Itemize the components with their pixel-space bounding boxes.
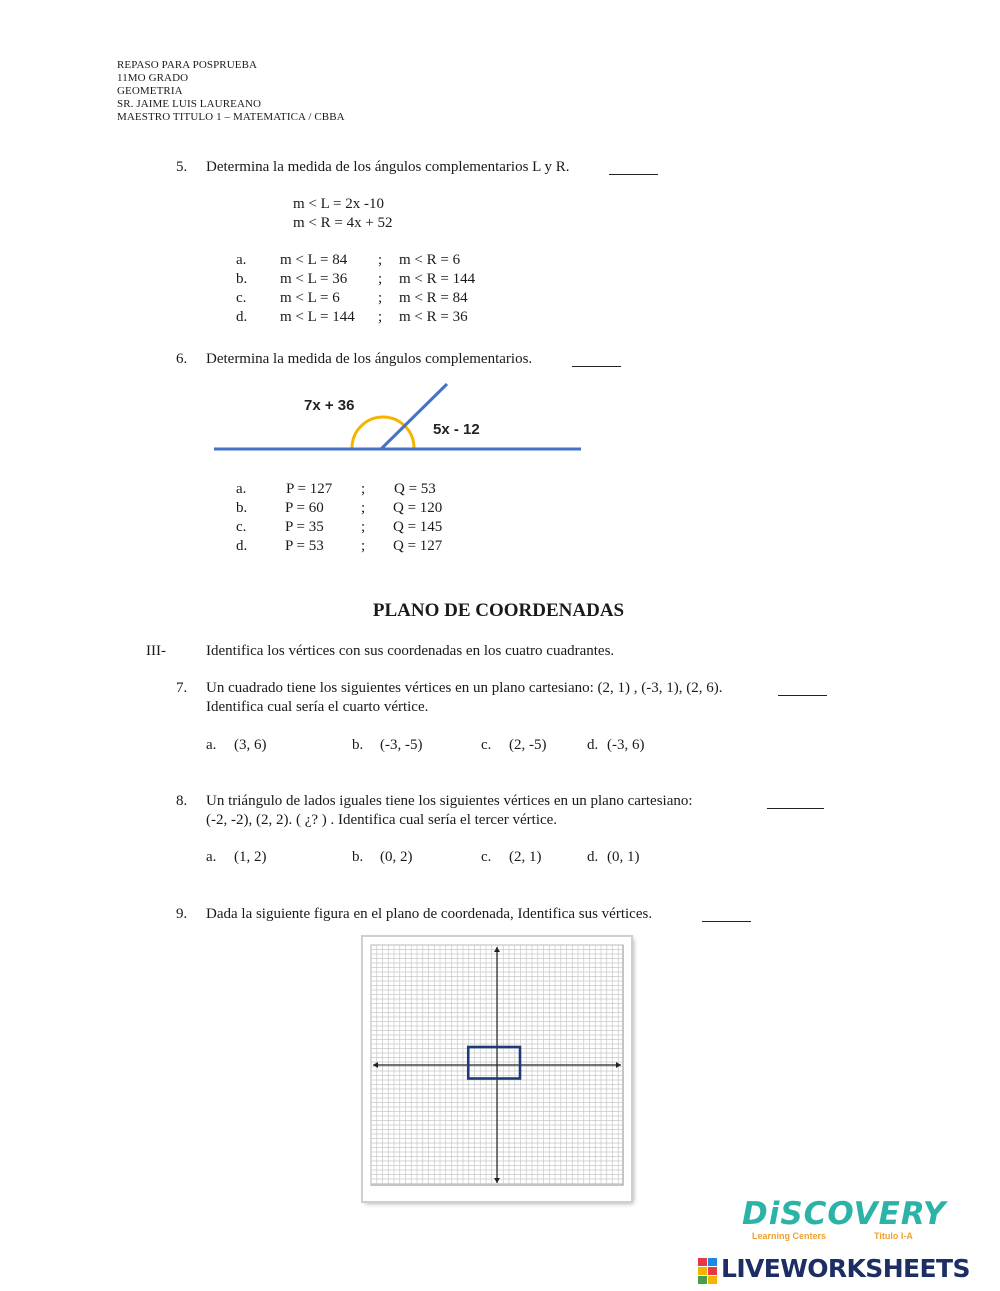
q8-option-letter: d. <box>587 849 599 865</box>
q8-number: 8. <box>176 793 188 809</box>
section-instruction: Identifica los vértices con sus coordenadas en los cuatro cuadrantes. <box>206 643 615 659</box>
q5-option-letter: d. <box>236 309 248 325</box>
liveworksheets-logo[interactable] <box>698 1253 998 1287</box>
header-line-1: REPASO PARA POSPRUEBA <box>117 59 258 71</box>
q5-option-sep: ; <box>378 290 383 306</box>
q6-option-letter: a. <box>236 481 247 497</box>
q8-option-value: (1, 2) <box>234 849 267 865</box>
q6-option-right: Q = 120 <box>393 500 443 516</box>
q5-option-left: m < L = 6 <box>280 290 340 306</box>
discovery-subtitle-left: Learning Centers <box>752 1231 827 1241</box>
q5-option-left: m < L = 84 <box>280 252 348 268</box>
lw-block-green <box>698 1276 707 1284</box>
q7-option-letter: a. <box>206 737 217 753</box>
q8-option-letter: a. <box>206 849 217 865</box>
q5-given-2: m < R = 4x + 52 <box>293 215 393 231</box>
q6-text: Determina la medida de los ángulos complementarios. <box>206 351 533 367</box>
lw-block-red <box>698 1258 707 1266</box>
q8-option-letter: b. <box>352 849 364 865</box>
q6-option-sep: ; <box>361 481 366 497</box>
q5-option-right: m < R = 36 <box>399 309 468 325</box>
q9-number: 9. <box>176 906 188 922</box>
lw-block-yellow <box>698 1267 707 1275</box>
lw-block-yellow-2 <box>708 1276 717 1284</box>
header-line-2: 11MO GRADO <box>117 72 189 84</box>
q9-text: Dada la siguiente figura en el plano de coordenada, Identifica sus vértices. <box>206 906 653 922</box>
q6-option-left: P = 53 <box>285 538 324 554</box>
q8-line-2: (-2, -2), (2, 2). ( ¿? ) . Identifica cual sería el tercer vértice. <box>206 812 558 828</box>
q7-option-letter: b. <box>352 737 364 753</box>
discovery-logo <box>738 1196 958 1246</box>
q7-line-1: Un cuadrado tiene los siguientes vértices en un plano cartesiano: (2, 1) , (-3, 1), (2, 6). <box>206 680 723 696</box>
q5-option-left: m < L = 144 <box>280 309 355 325</box>
q8-answer-blank[interactable] <box>767 794 824 809</box>
q7-answer-blank[interactable] <box>778 681 827 696</box>
q5-option-sep: ; <box>378 252 383 268</box>
discovery-subtitle-right: Titulo I-A <box>874 1231 913 1241</box>
q6-option-right: Q = 127 <box>393 538 443 554</box>
q6-option-sep: ; <box>361 519 366 535</box>
angle-label-right: 5x - 12 <box>433 421 480 438</box>
q5-option-letter: c. <box>236 290 247 306</box>
q6-option-right: Q = 53 <box>394 481 436 497</box>
q5-option-left: m < L = 36 <box>280 271 348 287</box>
q5-option-letter: b. <box>236 271 248 287</box>
q7-option-letter: d. <box>587 737 599 753</box>
q5-option-right: m < R = 144 <box>399 271 476 287</box>
lw-block-blue <box>708 1258 717 1266</box>
coordinate-plane <box>363 937 631 1201</box>
header-line-5: MAESTRO TITULO 1 – MATEMATICA / CBBA <box>117 111 345 123</box>
q8-option-letter: c. <box>481 849 492 865</box>
q5-text: Determina la medida de los ángulos complementarios L y R. <box>206 159 570 175</box>
q6-option-letter: b. <box>236 500 248 516</box>
q8-option-value: (0, 1) <box>607 849 640 865</box>
q5-option-letter: a. <box>236 252 247 268</box>
q5-given-1: m < L = 2x -10 <box>293 196 384 212</box>
q6-answer-blank[interactable] <box>572 352 621 367</box>
q9-answer-blank[interactable] <box>702 907 751 922</box>
q8-line-1: Un triángulo de lados iguales tiene los siguientes vértices en un plano cartesiano: <box>206 793 693 809</box>
q8-option-value: (2, 1) <box>509 849 542 865</box>
header-line-4: SR. JAIME LUIS LAUREANO <box>117 98 262 110</box>
q5-option-sep: ; <box>378 309 383 325</box>
lw-wordmark: LIVEWORKSHEETS <box>721 1254 970 1283</box>
q6-option-left: P = 127 <box>286 481 333 497</box>
lw-block-red-2 <box>708 1267 717 1275</box>
q7-option-letter: c. <box>481 737 492 753</box>
section-roman: III- <box>146 643 166 659</box>
q6-option-sep: ; <box>361 500 366 516</box>
q6-option-letter: d. <box>236 538 248 554</box>
header-line-3: GEOMETRIA <box>117 85 183 97</box>
discovery-wordmark: DiSCOVERY <box>742 1196 947 1232</box>
angle-arc <box>352 417 414 448</box>
q6-option-letter: c. <box>236 519 247 535</box>
q8-option-value: (0, 2) <box>380 849 413 865</box>
angle-diagram <box>205 378 590 460</box>
q5-answer-blank[interactable] <box>609 160 658 175</box>
section-title: PLANO DE COORDENADAS <box>372 600 625 621</box>
q7-option-value: (-3, -5) <box>380 737 423 753</box>
q7-option-value: (2, -5) <box>509 737 547 753</box>
q5-number: 5. <box>176 159 188 175</box>
q6-option-sep: ; <box>361 538 366 554</box>
coordinate-plane-figure <box>363 937 631 1201</box>
q5-option-sep: ; <box>378 271 383 287</box>
q7-line-2: Identifica cual sería el cuarto vértice. <box>206 699 429 715</box>
q7-option-value: (-3, 6) <box>607 737 645 753</box>
q7-number: 7. <box>176 680 188 696</box>
q6-number: 6. <box>176 351 188 367</box>
q5-option-right: m < R = 84 <box>399 290 468 306</box>
q7-option-value: (3, 6) <box>234 737 267 753</box>
q5-option-right: m < R = 6 <box>399 252 461 268</box>
q6-option-left: P = 35 <box>285 519 324 535</box>
angle-label-left: 7x + 36 <box>304 397 355 414</box>
q6-option-left: P = 60 <box>285 500 324 516</box>
q6-option-right: Q = 145 <box>393 519 443 535</box>
